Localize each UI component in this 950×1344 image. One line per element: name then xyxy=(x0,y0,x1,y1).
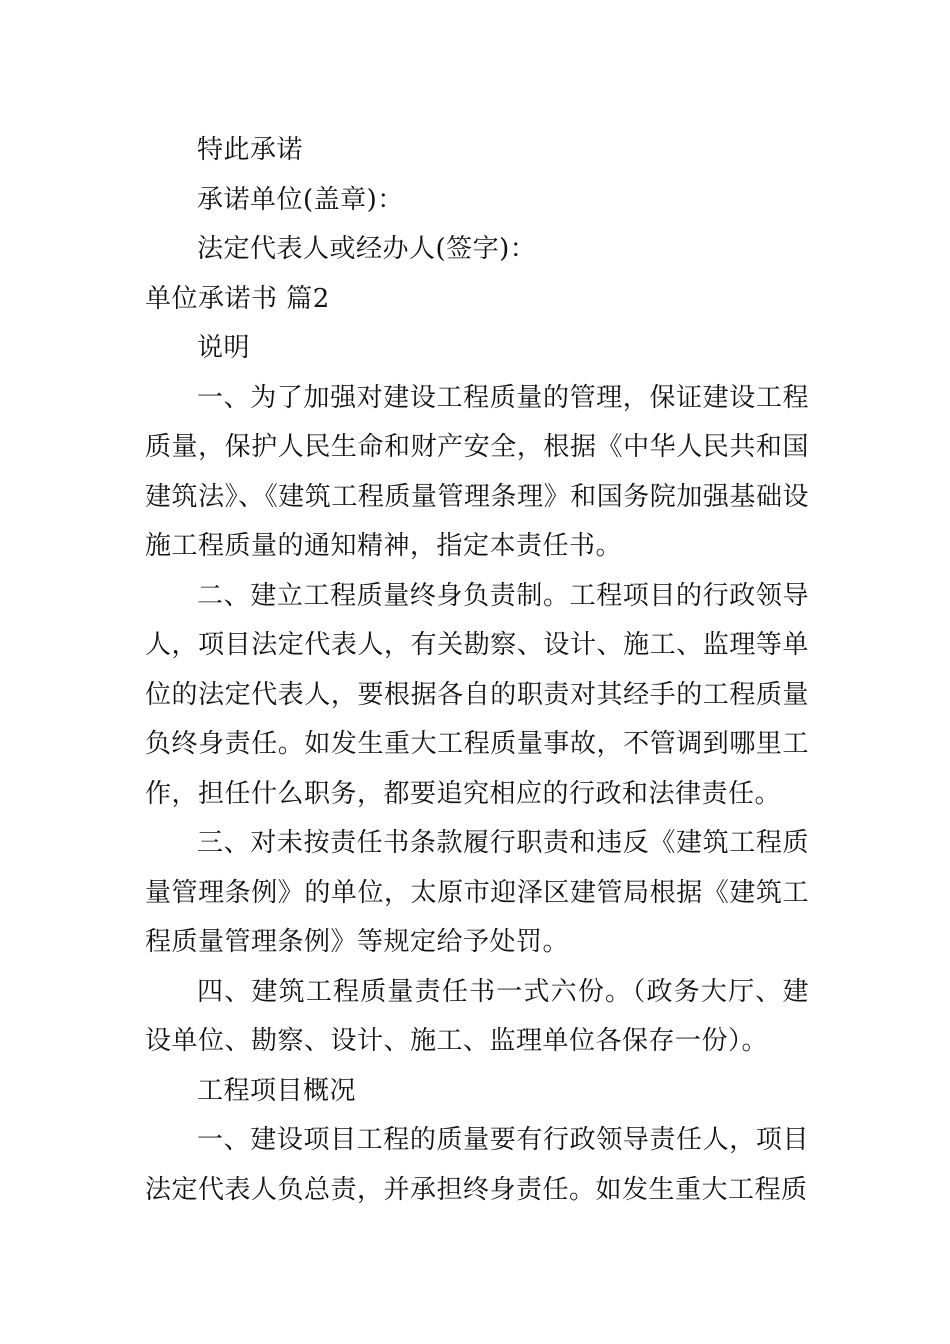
document-body xyxy=(145,126,809,1215)
explanation-item-3: 三、对未按责任书条款履行职责和违反《建筑工程质量管理条例》的单位，太原市迎泽区建管局根据《建筑工程质量管理条例》等规定给予处罚。 xyxy=(145,828,809,957)
explanation-item-2: 二、建立工程质量终身负责制。工程项目的行政领导人，项目法定代表人，有关勘察、设计、施工、监理等单位的法定代表人，要根据各自的职责对其经手的工程质量负终身责任。如发生重大工程质量事故，不管调到哪里工作，担任什么职务，都要追究相应的行政和法律责任。 xyxy=(145,580,809,809)
project-overview-heading: 工程项目概况 xyxy=(197,1075,357,1106)
section-heading: 单位承诺书 篇2 xyxy=(145,283,330,314)
explanation-heading: 说明 xyxy=(197,333,251,363)
legal-representative-signature-line: 法定代表人或经办人(签字)： xyxy=(197,234,537,264)
explanation-item-1: 一、为了加强对建设工程质量的管理，保证建设工程质量，保护人民生命和财产安全，根据《中华人民共和国建筑法》、《建筑工程质量管理条理》和国务院加强基础设施工程质量的通知精神，指定本责任书。 xyxy=(145,382,809,561)
committing-unit-seal-line: 承诺单位(盖章)： xyxy=(197,184,404,215)
explanation-item-4: 四、建筑工程质量责任书一式六份。（政务大厅、建设单位、勘察、设计、施工、监理单位各保存一份）。 xyxy=(145,976,809,1056)
project-overview-item-1: 一、建设项目工程的质量要有行政领导责任人，项目法定代表人负总责，并承担终身责任。如发生重大工程质 xyxy=(145,1125,809,1205)
closing-statement: 特此承诺 xyxy=(197,135,304,165)
